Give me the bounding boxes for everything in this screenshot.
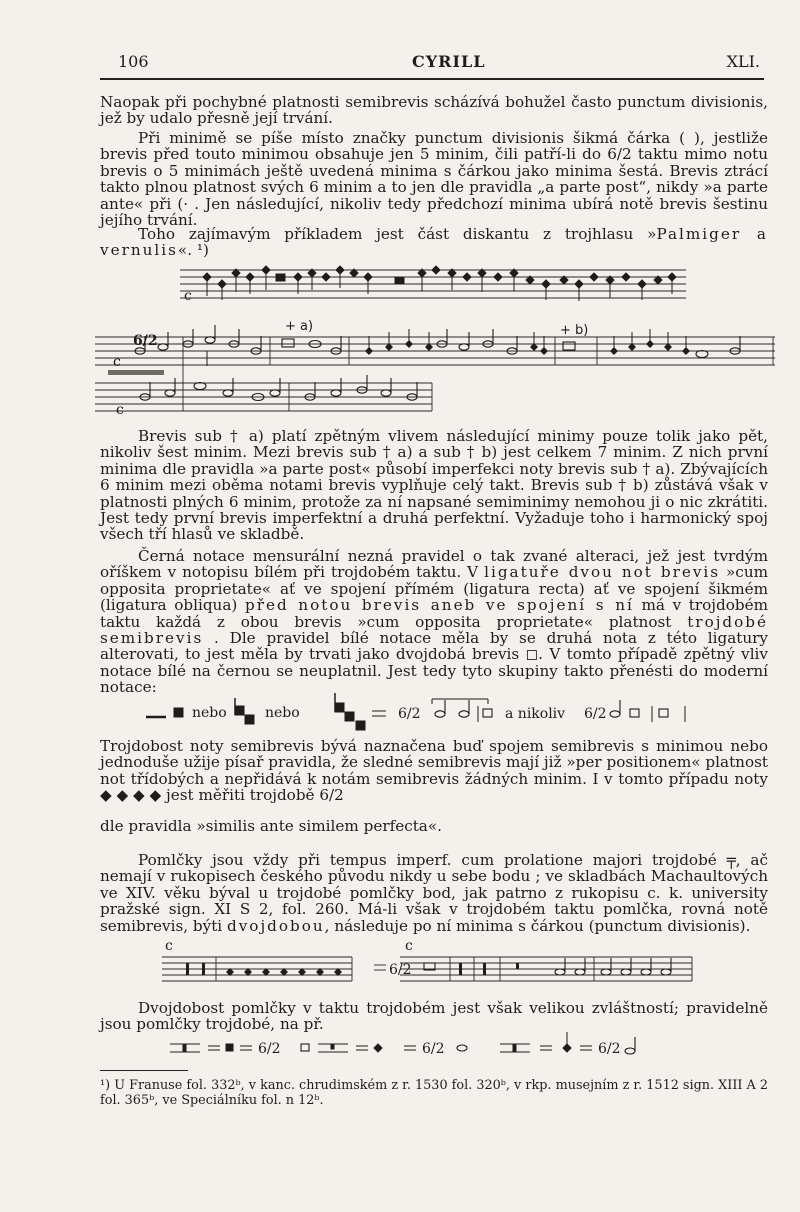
paragraph-2: Při minimě se píše místo značky punctum divisionis šikmá čárka ( ), jestliže brevis před touto minimou obsahuje jen 5 minim, čili patří-li do 6/2 taktu mimo notu brevis o 5 minimách ještě uvedená minima s čárkou jako minima šestá. Brevis ztrácí takto plnou platnost svých 6 minim a to jen dle pravidla „a parte post“, nikdy »a parte ante« při (· . Jen následující, nikoliv tedy předchozí minima ubírá notě brevis šestinu jejího trvání. [100,129,768,230]
p5-part-f: trojdobé semibrevis [100,612,768,648]
p7-spaced: dvojdobou [227,916,325,935]
footnote-rule [100,1070,188,1071]
clef-top: c [184,288,192,304]
running-title: CYRILL [412,52,486,71]
time-sig-inline: 6/2 [398,706,421,722]
marker-b: + b) [560,323,589,338]
marker-a: + a) [285,319,314,334]
nebo-label-1: nebo [192,705,227,721]
p5-part-b: ligatuře dvou not brevis [484,563,721,582]
time-sig-d3: 6/2 [598,1041,621,1057]
paragraph-6-tail: dle pravidla »similis ante similem perfecta«. [100,817,442,835]
footnote: ¹) U Franuse fol. 332ᵇ, v kanc. chrudimském z r. 1530 fol. 320ᵇ, v rkp. musejním z r. 1512 sign. XIII A 2 fol. 365ᵇ, ve Speciálníku fol. n 12ᵇ. [100,1078,768,1108]
page-number: 106 [118,52,149,71]
clef-rest-1: c [165,938,173,954]
p5-part-a: Černá notace mensurální nezná pravidel o tak zvané alteraci, jež jest tvrdým oříškem v notopisu bílém při trojdobém taktu. V [100,547,768,582]
p5-part-d: před notou brevis aneb ve spojení s ní [244,596,634,615]
time-sig-d1: 6/2 [258,1041,281,1057]
nebo-label-2: nebo [265,705,300,721]
clef-staff-3: c [116,402,124,418]
time-sig-rest: 6/2 [389,962,412,978]
p5-part-e: má v trojdobém taktu každá z obou brevis »cum opposita proprietate« platnost [100,596,768,631]
time-signature: 6/2 [133,333,158,349]
p7-body: Pomlčky jsou vždy při tempus imperf. cum prolatione majori trojdobé ╤, ač nemají v rukopisech českého původu nikdy u sebe bodu ; ve skladbách Machaultových ve XIV. věku býval u trojdobé pomlčky bod, jak patrno z rukopisu c. k. university pražské sign. XI S 2, fol. 260. Má-li však v trojdobém taktu pomlčka, rovná notě semibrevis, býti [100,851,768,935]
p7-tail: , následuje po ní minima s čárkou (punctum divisionis). [324,916,751,935]
clef-staff-2: c [113,354,121,370]
paragraph-6: Trojdobost noty semibrevis bývá naznačena buď spojem semibrevis s minimou nebo jednoduše užije písař pravidla, že sledné semibrevis mají již »per positionem« platnost not třídobých a nepřidává k notám semibrevis žádných minim. I v tomto případu noty ◆ ◆ ◆ ◆ jest měřiti trojdobě 6/2 [100,737,768,805]
palmiger-title: Palmiger a vernulis [100,225,768,260]
time-sig-inline-2: 6/2 [584,706,607,722]
paragraph-4: Brevis sub † a) platí zpětným vlivem následující minimy pouze tolik jako pět, nikoliv šest minim. Mezi brevis sub † a) a sub † b) jest celkem 7 minim. Z nich první minima dle pravidla »a parte post« působí imperfekci noty brevis sub † a). Zbývajících 6 minim mezi oběma notami brevis vyplňuje celý takt. Brevis sub † b) zůstává však v platnosti plných 6 minim, protože za ní napsané semiminimy nemohou ji o nic zkrátiti. Jest tedy první brevis imperfektní a druhá perfektní. Vyžaduje toho i harmonický spoj všech tří hlasů ve skladbě. [100,427,768,544]
a-nikoliv-label: a nikoliv [505,706,566,722]
clef-rest-2: c [405,938,413,954]
time-sig-d2: 6/2 [422,1041,445,1057]
p5-part-c: »cum opposita proprietate« ať ve spojení přímém (ligatura recta) ať ve spojení šikmém (ligatura obliqua) [100,563,768,615]
paragraph-3-tail: «. ¹) [177,241,209,260]
paragraph-3-lead: Toho zajímavým příkladem jest část diskantu z trojhlasu » [138,225,657,243]
p5-part-g: . Dle pravidel bílé notace měla by se druhá nota z této ligatury alterovati, to jest měla by trvati jako dvojdobá brevis ◻. V tomto případě zpětný vliv notace bílé na černou se neuplatnil. Jest tedy tyto skupiny takto přenésti do moderní notace: [100,629,768,697]
paragraph-1: Naopak při pochybné platnosti semibrevis scházívá bohužel často punctum divisionis, jež by udalo přesně její trvání. [100,93,768,128]
paragraph-8: Dvojdobost pomlčky v taktu trojdobém jest však velikou zvláštností; pravidelně jsou pomlčky trojdobé, na př. [100,999,768,1034]
section-number: XLI. [726,52,760,71]
